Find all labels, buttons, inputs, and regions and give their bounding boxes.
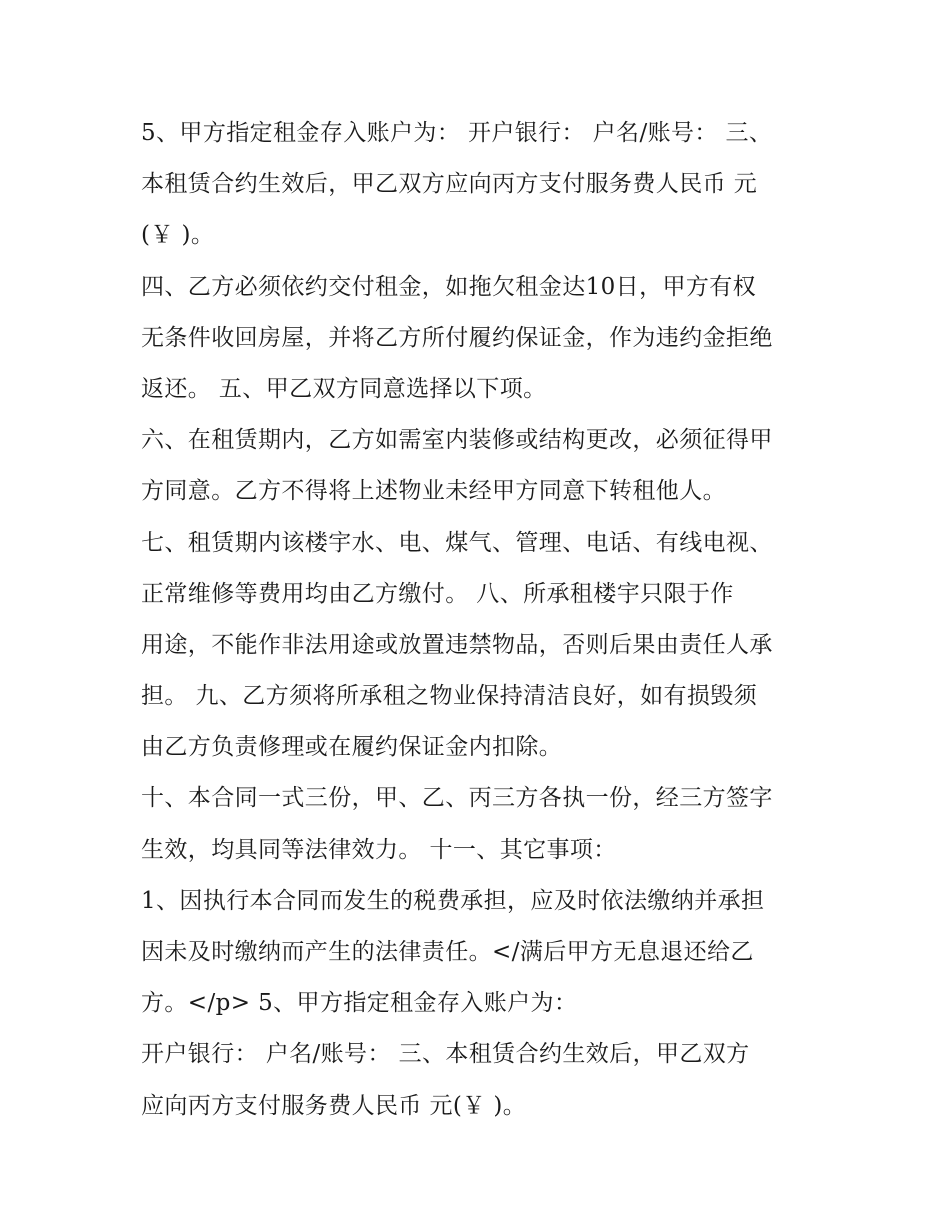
text-line: 担。 九、乙方须将所承租之物业保持清洁良好，如有损毁须 xyxy=(141,683,758,710)
text-line: 用途，不能作非法用途或放置违禁物品，否则后果由责任人承 xyxy=(141,631,773,658)
text-line: (￥ )。 xyxy=(141,222,215,249)
text-line: 5、甲方指定租金存入账户为： 开户银行： 户名/账号： 三、 xyxy=(141,120,773,146)
contract-text xyxy=(141,108,831,1132)
text-line: 方同意。乙方不得将上述物业未经甲方同意下转租他人。 xyxy=(141,478,726,505)
text-line: 六、在租赁期内，乙方如需室内装修或结构更改，必须征得甲 xyxy=(141,427,773,454)
text-line: 四、乙方必须依约交付租金，如拖欠租金达10日，甲方有权 xyxy=(141,273,757,300)
text-line: 十、本合同一式三份，甲、乙、丙三方各执一份，经三方签字 xyxy=(141,785,773,812)
text-line: 开户银行： 户名/账号： 三、本租赁合约生效后，甲乙双方 xyxy=(141,1041,750,1068)
text-line: 1、因执行本合同而发生的税费承担，应及时依法缴纳并承担 xyxy=(141,887,765,914)
text-line: 无条件收回房屋，并将乙方所付履约保证金，作为违约金拒绝 xyxy=(141,324,773,351)
text-line: 七、租赁期内该楼宇水、电、煤气、管理、电话、有线电视、 xyxy=(141,529,773,556)
text-line: 应向丙方支付服务费人民币 元(￥ )。 xyxy=(141,1092,527,1119)
text-line: 因未及时缴纳而产生的法律责任。</满后甲方无息退还给乙 xyxy=(141,939,754,965)
text-line: 本租赁合约生效后，甲乙双方应向丙方支付服务费人民币 元 xyxy=(141,171,758,198)
text-line: 由乙方负责修理或在履约保证金内扣除。 xyxy=(141,734,563,761)
text-line: 返还。 五、甲乙双方同意选择以下项。 xyxy=(141,375,547,402)
text-line: 方。</p> 5、甲方指定租金存入账户为： xyxy=(141,990,578,1017)
text-line: 生效，均具同等法律效力。 十一、其它事项： xyxy=(141,836,617,863)
text-line: 正常维修等费用均由乙方缴付。 八、所承租楼宇只限于作 xyxy=(141,580,734,607)
